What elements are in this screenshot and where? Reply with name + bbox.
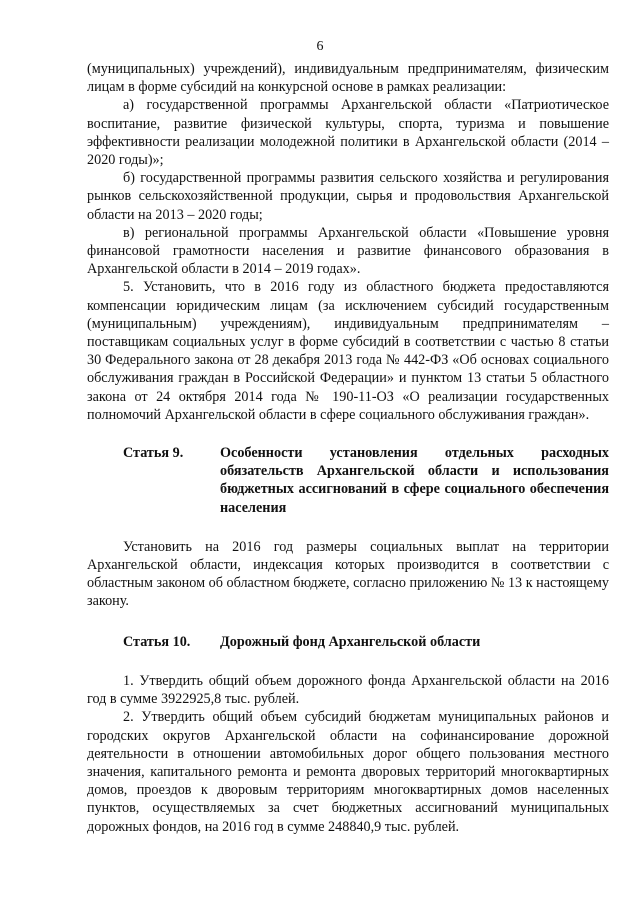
article-10-clause-2: 2. Утвердить общий объем субсидий бюджетам муниципальных районов и городских округов Архангельской области на софинансирование дорожной деятельности в отношении автомобильных дорог общего пользования местного значения, капитального ремонта и ремонта дворовых территорий многоквартирных домов, проездов к дворовым территориям многоквартирных домов населенных пунктов, осуществляемых за счет бюджетных ассигнований муниципальных дорожных фондов, на 2016 год в сумме 248840,9 тыс. рублей. <box>87 709 609 835</box>
article-10-heading <box>87 633 609 651</box>
paragraph-clause-5: 5. Установить, что в 2016 году из областного бюджета предоставляются компенсации юридическим лицам (за исключением субсидий государственным (муниципальным) учреждениям), индивидуальным предпринимателям – поставщикам социальных услуг в форме субсидий в соответствии с частью 8 статьи 30 Федерального закона от 28 декабря 2013 года № 442-ФЗ «Об основах социального обслуживания граждан в Российской Федерации» и пунктом 13 статьи 5 областного закона от 24 октября 2014 года № 190-11-ОЗ «О реализации государственных полномочий Архангельской области в сфере социального обслуживания граждан». <box>87 279 609 423</box>
paragraph-item-c: в) региональной программы Архангельской области «Повышение уровня финансовой грамотности населения и развитие финансового образования в Архангельской области в 2014 – 2019 годах». <box>87 224 609 278</box>
article-9-label: Статья 9. <box>123 445 184 462</box>
article-9-body: Установить на 2016 год размеры социальных выплат на территории Архангельской области, индексация которых производится в соответствии с областным законом об областном бюджете, согласно приложению № 13 к настоящему закону. <box>87 538 609 610</box>
paragraph-item-b: б) государственной программы развития сельского хозяйства и регулирования рынков сельскохозяйственной продукции, сырья и продовольствия Архангельской области на 2013 – 2020 годы; <box>87 170 609 223</box>
article-10-clause-1: 1. Утвердить общий объем дорожного фонда Архангельской области на 2016 год в сумме 3922925,8 тыс. рублей. <box>87 672 609 708</box>
paragraph-continuation: (муниципальных) учреждений), индивидуальным предпринимателям, физическим лицам в форме субсидий на конкурсной основе в рамках реализации: <box>87 61 609 96</box>
document-body <box>87 60 609 836</box>
article-10-title: Дорожный фонд Архангельской области <box>220 633 481 650</box>
paragraph-item-a: а) государственной программы Архангельской области «Патриотическое воспитание, развитие физической культуры, спорта, туризма и повышение эффективности реализации молодежной политики в Архангельской области (2014 – 2020 годы)»; <box>87 97 609 169</box>
article-10-label: Статья 10. <box>123 633 191 650</box>
article-9-heading <box>87 444 609 517</box>
page-number: 6 <box>316 39 324 54</box>
article-9-title: Особенности установления отдельных расходных обязательств Архангельской области и использования бюджетных ассигнований в сфере социального обеспечения населения <box>220 445 609 516</box>
